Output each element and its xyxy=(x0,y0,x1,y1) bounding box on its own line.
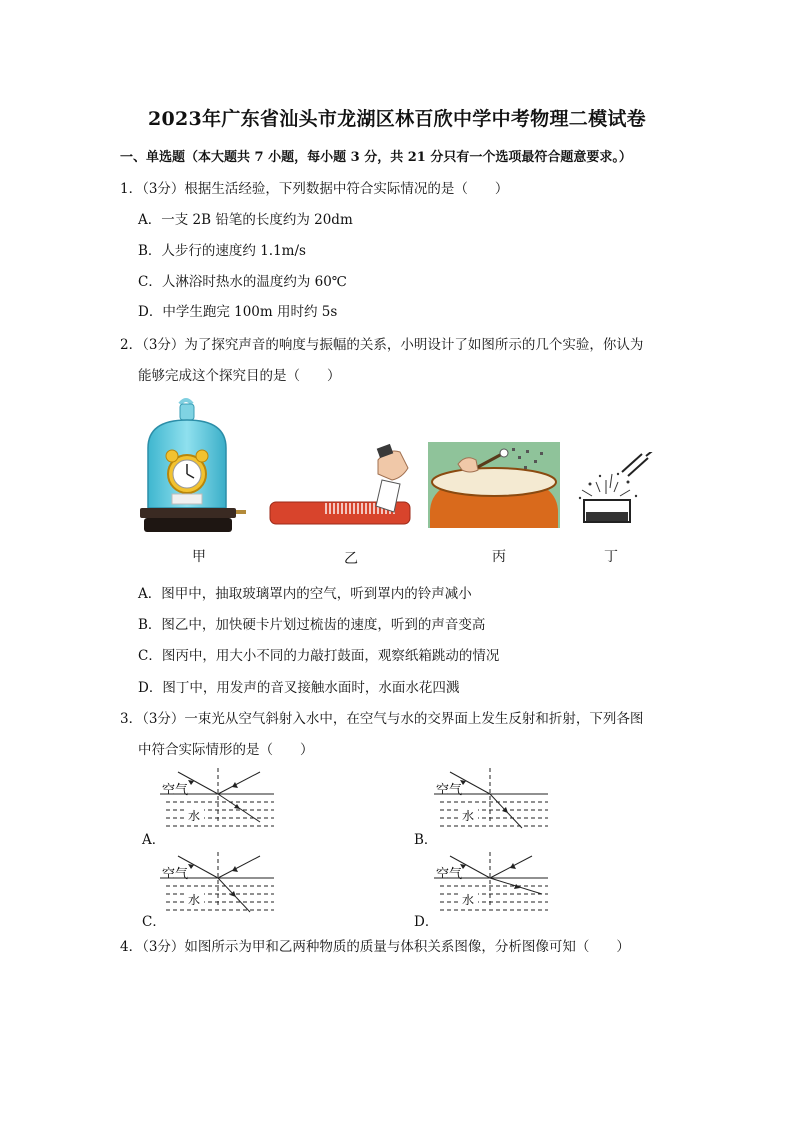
optics-diagram-d xyxy=(434,850,554,914)
q3-option-c-label: C． xyxy=(142,914,166,930)
drum-figure xyxy=(428,442,560,528)
q2-stem-line1: 2．（3分）为了探究声音的响度与振幅的关系，小明设计了如图所示的几个实验，你认为 xyxy=(120,337,644,353)
q1-option-c: C．人淋浴时热水的温度约为 60℃ xyxy=(138,274,347,290)
q3-stem-line2: 中符合实际情形的是（ ） xyxy=(138,742,314,758)
optics-diagram-c xyxy=(160,850,280,914)
q2-option-c: C．图丙中，用大小不同的力敲打鼓面，观察纸箱跳动的情况 xyxy=(138,648,500,664)
caption-bing: 丙 xyxy=(492,549,506,565)
caption-yi: 乙 xyxy=(344,551,358,567)
q3-option-d-label: D． xyxy=(414,914,439,930)
comb-figure xyxy=(266,440,414,530)
bell-jar-figure xyxy=(136,396,248,536)
page-title: 2023年广东省汕头市龙湖区林百欣中学中考物理二模试卷 xyxy=(148,108,646,130)
tuning-fork-figure xyxy=(570,452,660,528)
q1-stem: 1．（3分）根据生活经验，下列数据中符合实际情况的是（ ） xyxy=(120,181,509,197)
water-label: 水 xyxy=(462,809,475,823)
q3-stem-line1: 3．（3分）一束光从空气斜射入水中，在空气与水的交界面上发生反射和折射，下列各图 xyxy=(120,711,644,727)
optics-diagram-b xyxy=(434,766,554,830)
water-label: 水 xyxy=(188,893,201,907)
air-label: 空气 xyxy=(162,783,189,798)
q2-option-b: B．图乙中，加快硬卡片划过梳齿的速度，听到的声音变高 xyxy=(138,617,486,633)
q4-stem: 4．（3分）如图所示为甲和乙两种物质的质量与体积关系图像，分析图像可知（ ） xyxy=(120,939,630,955)
q2-option-d: D．图丁中，用发声的音叉接触水面时，水面水花四溅 xyxy=(138,680,460,696)
q1-option-a: A．一支 2B 铅笔的长度约为 20dm xyxy=(138,212,353,228)
q3-option-b-label: B． xyxy=(414,832,438,848)
water-label: 水 xyxy=(188,809,201,823)
air-label: 空气 xyxy=(162,867,189,882)
caption-jia: 甲 xyxy=(192,549,206,565)
air-label: 空气 xyxy=(436,783,463,798)
q2-option-a: A．图甲中，抽取玻璃罩内的空气，听到罩内的铃声减小 xyxy=(138,586,472,602)
q1-option-b: B．人步行的速度约 1.1m/s xyxy=(138,243,306,259)
q2-stem-line2: 能够完成这个探究目的是（ ） xyxy=(138,368,341,384)
optics-diagram-a xyxy=(160,766,280,830)
q1-option-d: D．中学生跑完 100m 用时约 5s xyxy=(138,304,338,320)
air-label: 空气 xyxy=(436,867,463,882)
water-label: 水 xyxy=(462,893,475,907)
caption-ding: 丁 xyxy=(604,549,618,565)
section-heading: 一、单选题（本大题共 7 小题，每小题 3 分，共 21 分只有一个选项最符合题意要求。） xyxy=(120,150,632,165)
q3-option-a-label: A． xyxy=(142,832,166,848)
